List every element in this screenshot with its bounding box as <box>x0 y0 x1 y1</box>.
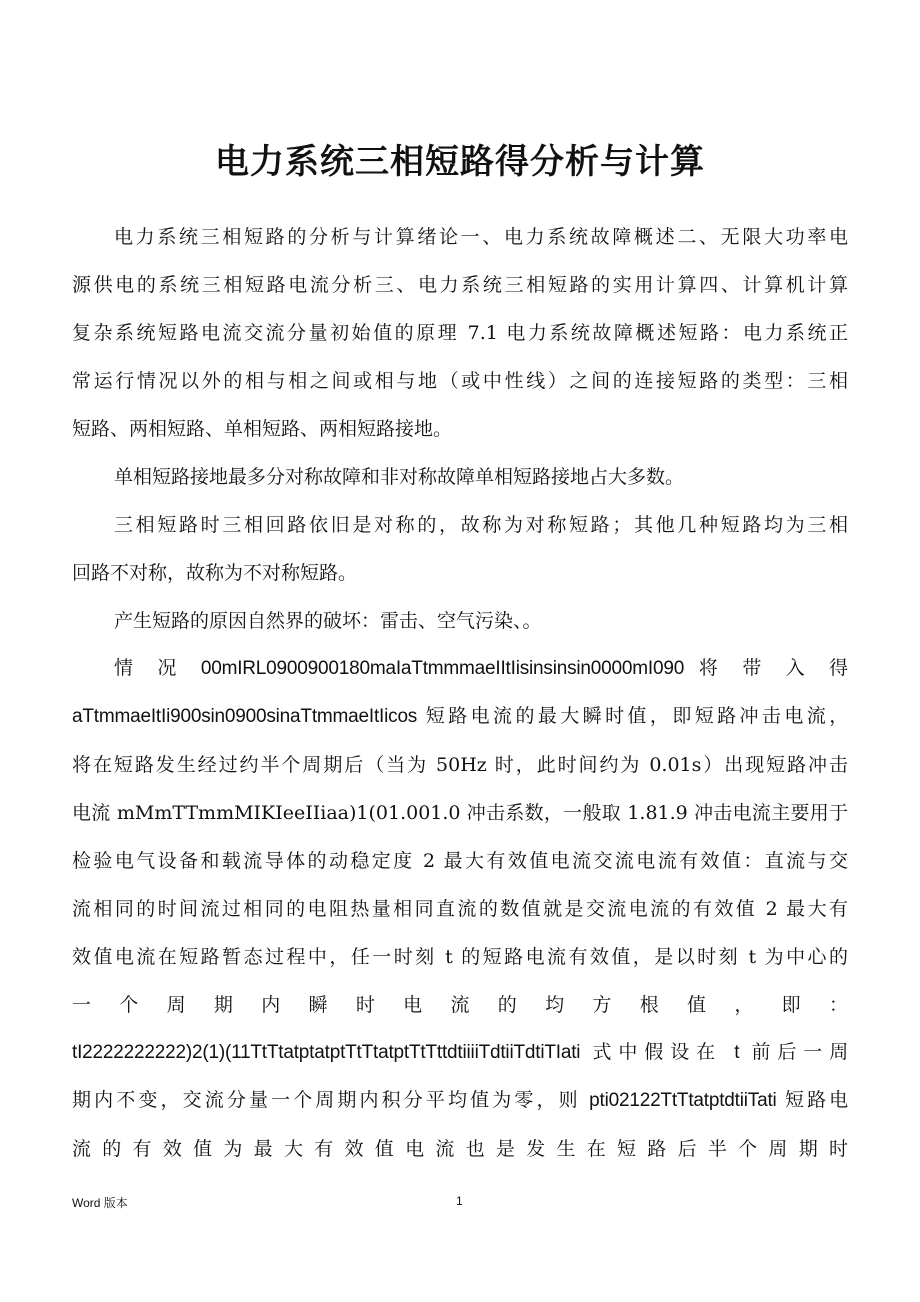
text-line: 短路、两相短路、单相短路、两相短路接地。 <box>72 418 453 440</box>
text-line: 复杂系统短路电流交流分量初始值的原理 7.1 电力系统故障概述短路：电力系统正 <box>72 322 848 344</box>
text-line: 情 况 00mIRL0900900180maIaTtmmmaeIItIisinsinsin0000mI090 将 带 入 得 <box>114 658 848 679</box>
document-title: 电力系统三相短路得分析与计算 <box>215 142 705 182</box>
text-line: 三相短路时三相回路依旧是对称的，故称为对称短路；其他几种短路均为三相 <box>114 514 848 536</box>
text-line: 期内不变，交流分量一个周期内积分平均值为零，则 pti02122TtTtatptdtiiTati 短路电 <box>72 1090 848 1111</box>
text-line: 常运行情况以外的相与相之间或相与地（或中性线）之间的连接短路的类型：三相 <box>72 370 848 392</box>
paragraph <box>72 602 848 650</box>
text-line: 单相短路接地最多分对称故障和非对称故障单相短路接地占大多数。 <box>114 466 685 488</box>
footer-label: Word 版本 <box>72 1196 128 1210</box>
paragraph <box>72 218 848 458</box>
text-line: 一 个 周 期 内 瞬 时 电 流 的 均 方 根 值 ， 即 ： <box>72 994 848 1016</box>
paragraph <box>72 506 848 602</box>
text-line: 流相同的时间流过相同的电阻热量相同直流的数值就是交流电流的有效值 2 最大有 <box>72 898 848 920</box>
text-line: tI2222222222)2(1)(11TtTtatptatptTtTtatptTtTttdtiiiiTdtiiTdtiTIati 式中假设在 t 前后一周 <box>72 1042 848 1063</box>
text-line: aTtmmaeItIi900sin0900sinaTtmmaeItIicos 短路电流的最大瞬时值，即短路冲击电流， <box>72 706 848 727</box>
page-number: 1 <box>456 1194 463 1208</box>
paragraph <box>72 650 848 1178</box>
text-line: 回路不对称，故称为不对称短路。 <box>72 562 358 584</box>
text-line: 流 的 有 效 值 为 最 大 有 效 值 电 流 也 是 发 生 在 短 路 后 半 个 周 期 时 <box>72 1138 848 1160</box>
text-line: 电力系统三相短路的分析与计算绪论一、电力系统故障概述二、无限大功率电 <box>114 226 848 248</box>
paragraph <box>72 458 848 506</box>
text-line: 产生短路的原因自然界的破坏：雷击、空气污染、。 <box>114 610 542 632</box>
text-line: 电流 mMmTTmmMIKIeeIIiaa)1(01.001.0 冲击系数，一般取 1.81.9 冲击电流主要用于 <box>72 802 848 824</box>
text-line: 效值电流在短路暂态过程中，任一时刻 t 的短路电流有效值，是以时刻 t 为中心的 <box>72 946 848 968</box>
text-line: 将在短路发生经过约半个周期后（当为 50Hz 时，此时间约为 0.01s）出现短路冲击 <box>72 754 848 776</box>
text-line: 检验电气设备和载流导体的动稳定度 2 最大有效值电流交流电流有效值：直流与交 <box>72 850 848 872</box>
text-line: 源供电的系统三相短路电流分析三、电力系统三相短路的实用计算四、计算机计算 <box>72 274 848 296</box>
document-body <box>72 218 848 1178</box>
